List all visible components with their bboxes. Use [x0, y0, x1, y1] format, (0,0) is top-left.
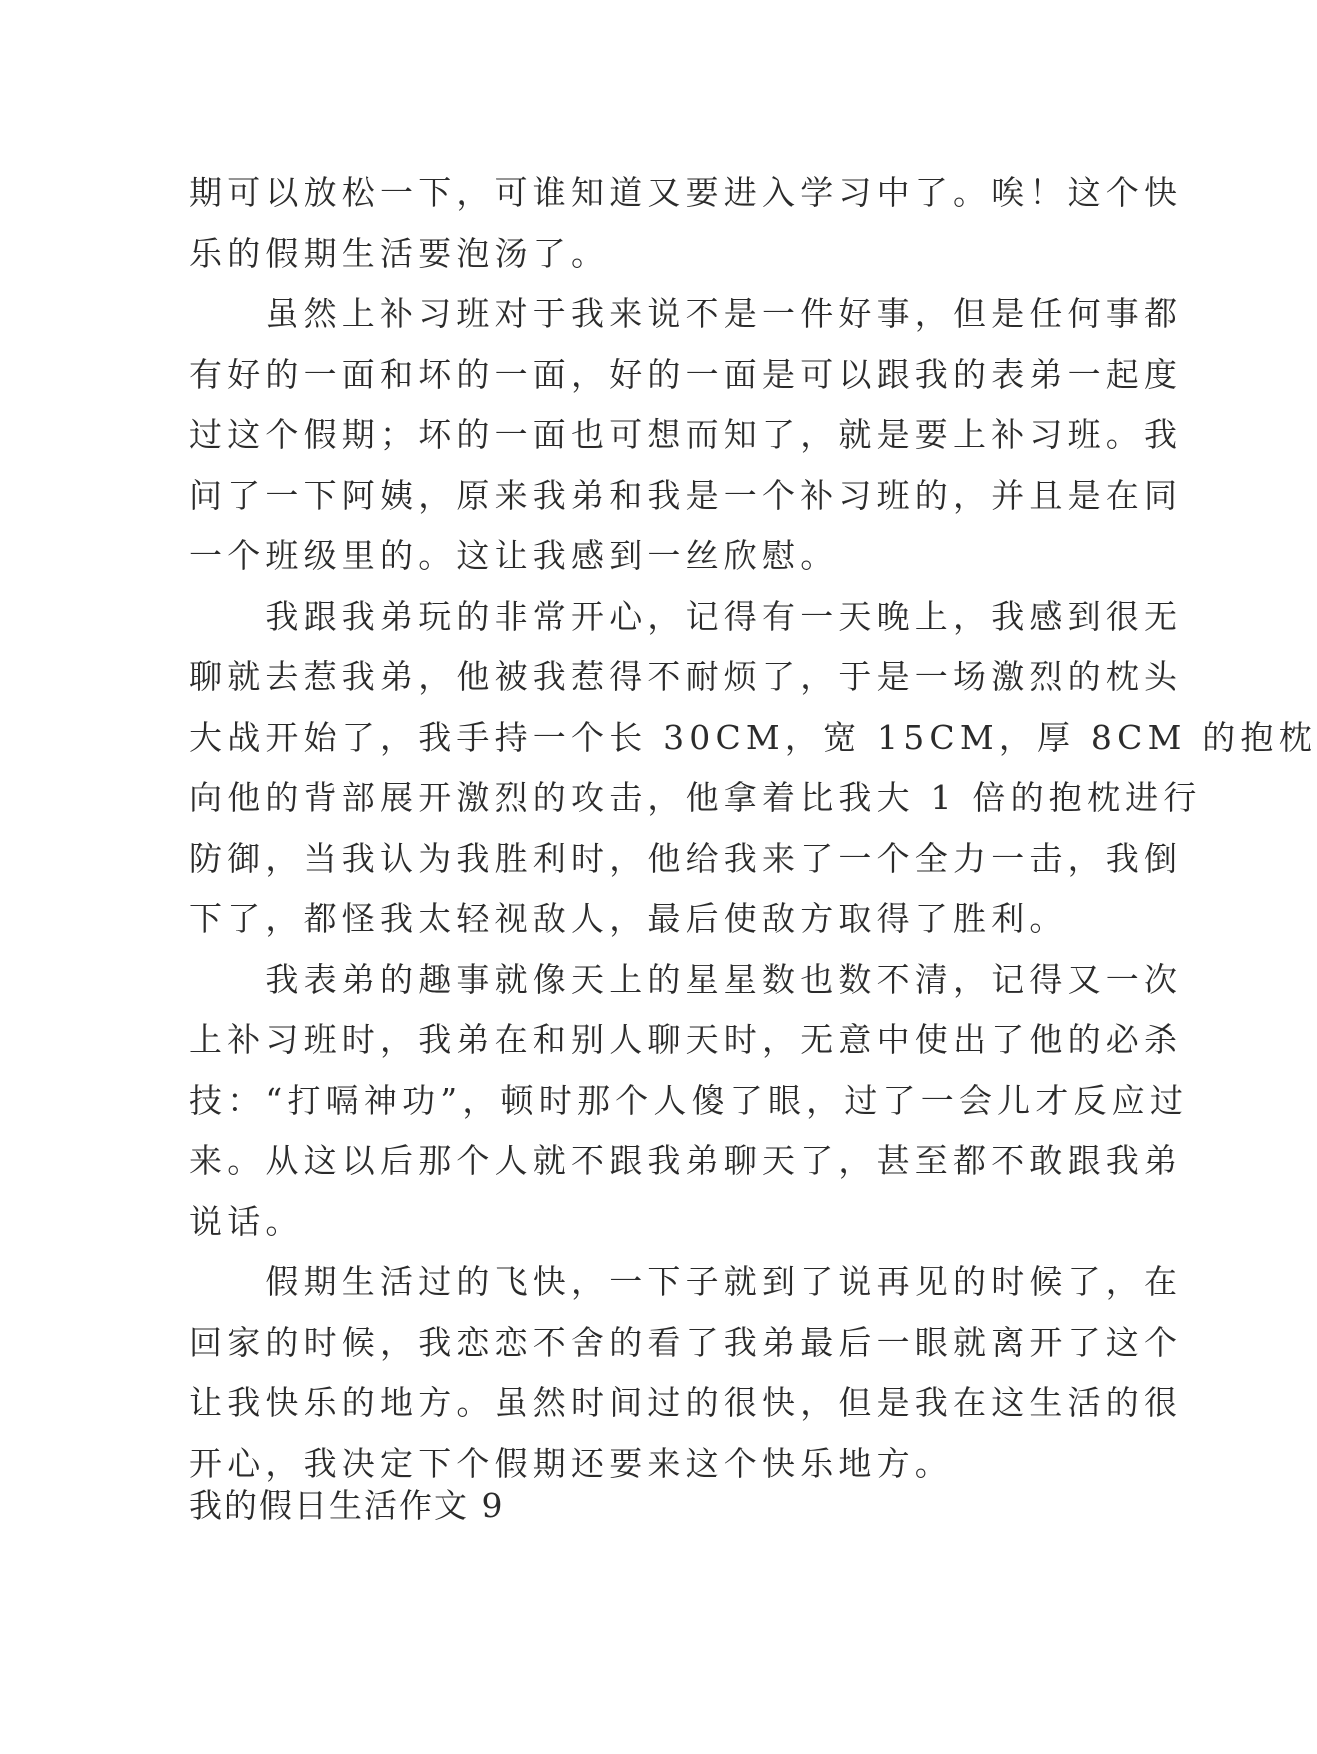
text-line: 有好的一面和坏的一面，好的一面是可以跟我的表弟一起度 — [189, 354, 1183, 394]
text-line: 技：“打嗝神功”，顿时那个人傻了眼，过了一会儿才反应过 — [189, 1080, 1189, 1120]
text-line: 下了，都怪我太轻视敌人，最后使敌方取得了胜利。 — [189, 899, 1068, 938]
text-line: 期可以放松一下，可谁知道又要进入学习中了。唉！这个快 — [189, 173, 1183, 212]
text-line: 我跟我弟玩的非常开心，记得有一天晚上，我感到很无 — [189, 596, 1183, 636]
text-line: 我表弟的趣事就像天上的星星数也数不清，记得又一次 — [189, 959, 1183, 999]
text-line: 回家的时候，我恋恋不舍的看了我弟最后一眼就离开了这个 — [189, 1322, 1183, 1362]
text-line: 说话。 — [189, 1201, 304, 1241]
section-title: 我的假日生活作文 9 — [189, 1486, 505, 1525]
text-line: 开心，我决定下个假期还要来这个快乐地方。 — [189, 1443, 953, 1483]
text-line: 一个班级里的。这让我感到一丝欣慰。 — [189, 536, 839, 575]
essay-body — [189, 163, 1317, 1494]
text-line: 问了一下阿姨，原来我弟和我是一个补习班的，并且是在同 — [189, 475, 1183, 515]
text-line: 防御，当我认为我胜利时，他给我来了一个全力一击，我倒 — [189, 838, 1183, 878]
text-line: 聊就去惹我弟，他被我惹得不耐烦了，于是一场激烈的枕头 — [189, 657, 1183, 696]
text-line: 过这个假期；坏的一面也可想而知了，就是要上补习班。我 — [189, 415, 1183, 454]
text-line: 向他的背部展开激烈的攻击，他拿着比我大 1 倍的抱枕进行 — [189, 778, 1202, 817]
text-line: 大战开始了，我手持一个长 30CM，宽 15CM，厚 8CM 的抱枕 — [189, 717, 1317, 757]
text-line: 虽然上补习班对于我来说不是一件好事，但是任何事都 — [189, 294, 1183, 333]
text-line: 让我快乐的地方。虽然时间过的很快，但是我在这生活的很 — [189, 1383, 1183, 1422]
text-line: 假期生活过的飞快，一下子就到了说再见的时候了，在 — [189, 1262, 1183, 1301]
text-line: 来。从这以后那个人就不跟我弟聊天了，甚至都不敢跟我弟 — [189, 1141, 1183, 1180]
text-line: 上补习班时，我弟在和别人聊天时，无意中使出了他的必杀 — [189, 1020, 1183, 1059]
text-line: 乐的假期生活要泡汤了。 — [189, 233, 610, 273]
